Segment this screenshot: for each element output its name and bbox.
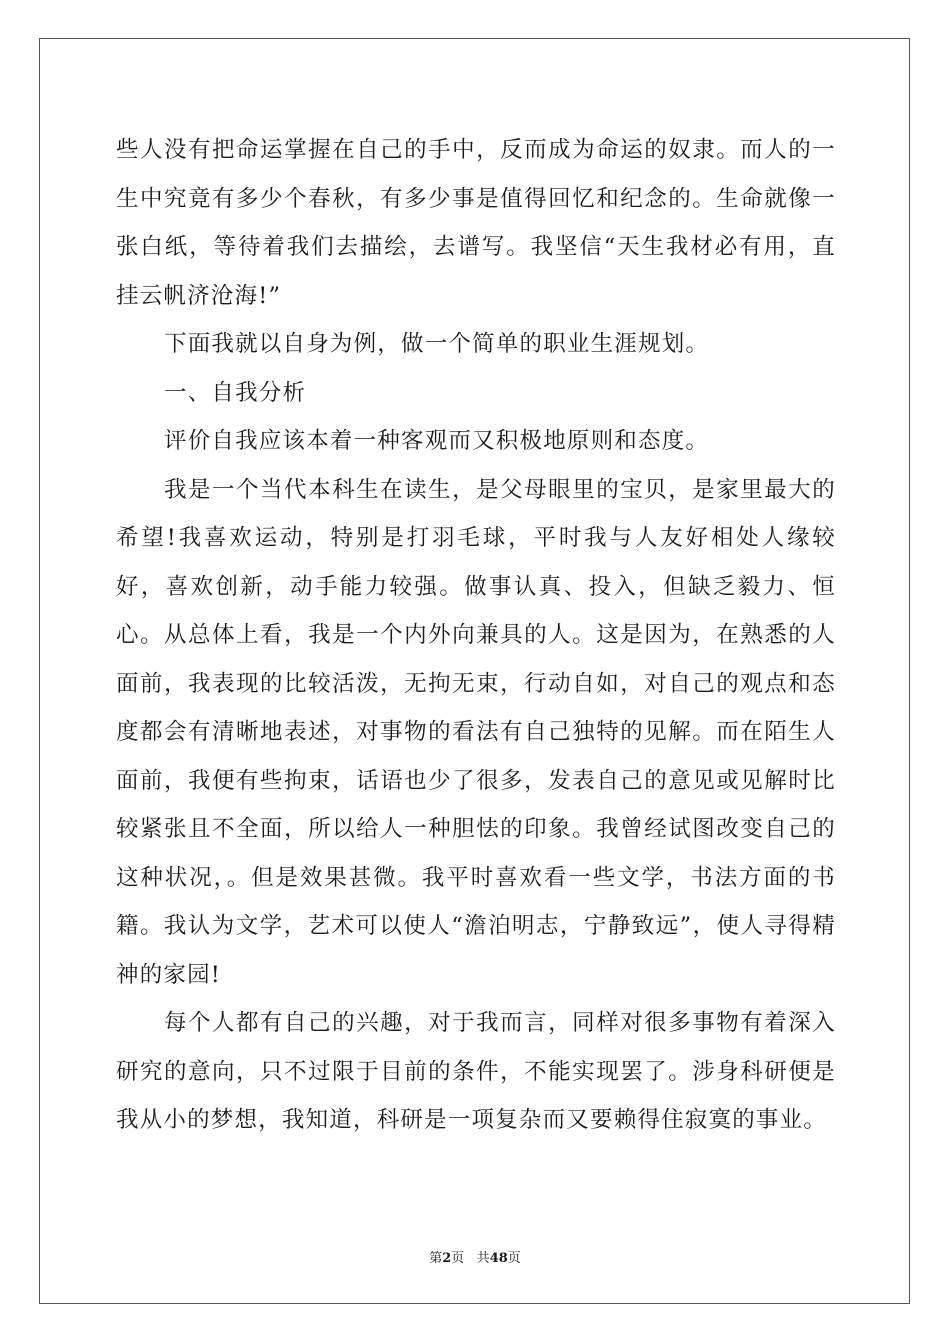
paragraph: 下面我就以自身为例，做一个简单的职业生涯规划。 — [164, 331, 710, 357]
total-prefix: 共 — [476, 1251, 490, 1266]
page-current: 2 — [442, 1251, 452, 1266]
page-footer — [0, 1247, 950, 1266]
page-suffix: 页 — [451, 1251, 465, 1266]
page-prefix: 第 — [429, 1251, 443, 1266]
section-heading: 一、自我分析 — [164, 379, 307, 406]
paragraph: 每个人都有自己的兴趣，对于我而言，同样对很多事物有着深入研究的意向，只不过限于目前的条件，不能实现罢了。涉身科研便是我从小的梦想，我知道，科研是一项复杂而又要赖得住寂寞的事业。 — [116, 1010, 836, 1133]
page-total: 48 — [489, 1251, 508, 1266]
paragraph: 评价自我应该本着一种客观而又积极地原则和态度。 — [164, 428, 710, 454]
paragraph: 些人没有把命运掌握在自己的手中，反而成为命运的奴隶。而人的一生中究竟有多少个春秋，有多少事是值得回忆和纪念的。生命就像一张白纸，等待着我们去描绘，去谱写。我坚信“天生我材必有用，直挂云帆济沧海!” — [116, 137, 836, 309]
total-suffix: 页 — [507, 1251, 521, 1266]
document-body — [116, 126, 836, 1145]
paragraph: 我是一个当代本科生在读生，是父母眼里的宝贝，是家里最大的希望!我喜欢运动，特别是打羽毛球，平时我与人友好相处人缘较好，喜欢创新，动手能力较强。做事认真、投入，但缺乏毅力、恒心。从总体上看，我是一个内外向兼具的人。这是因为，在熟悉的人面前，我表现的比较活泼，无拘无束，行动自如，对自己的观点和态度都会有清晰地表述，对事物的看法有自己独特的见解。而在陌生人面前，我便有些拘束，话语也少了很多，发表自己的意见或见解时比较紧张且不全面，所以给人一种胆怯的印象。我曾经试图改变自己的这种状况，。但是效果甚微。我平时喜欢看一些文学，书法方面的书籍。我认为文学，艺术可以使人“澹泊明志，宁静致远”，使人寻得精神的家园! — [116, 476, 836, 988]
